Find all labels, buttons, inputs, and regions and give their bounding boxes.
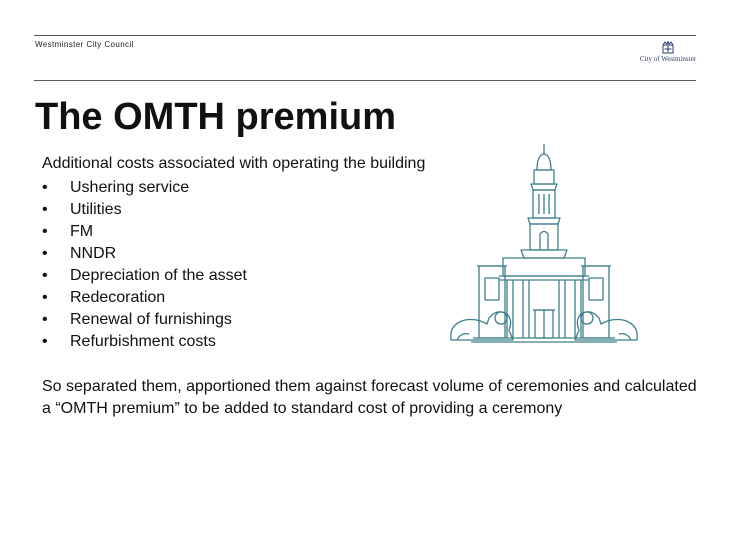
bullet-icon: • [42,201,48,218]
list-item [42,199,247,221]
list-item-label: Depreciation of the asset [70,267,247,284]
list-item [42,221,247,243]
list-item-label: FM [70,223,94,240]
council-logo [637,41,699,67]
header-top-rule [34,35,696,36]
marylebone-building-illustration [443,140,645,362]
bullet-icon: • [42,223,48,240]
page-title: The OMTH premium [35,96,397,138]
logo-text: City of Westminster [639,55,697,63]
organisation-name: Westminster City Council [35,40,134,49]
list-item [42,331,247,353]
header-bottom-rule [34,80,696,81]
bullet-icon: • [42,179,48,196]
list-item-label: Renewal of furnishings [70,311,232,328]
bullet-icon: • [42,333,48,350]
list-item [42,309,247,331]
list-item-label: Utilities [70,201,122,218]
conclusion-text: So separated them, apportioned them against forecast volume of ceremonies and calculated a “OMTH premium” to be added to standard cost of providing a ceremony [42,378,697,417]
crest-icon [661,41,675,54]
list-item-label: Ushering service [70,179,190,196]
list-item-label: Redecoration [70,289,166,306]
list-item-label: NNDR [70,245,117,262]
list-item [42,243,247,265]
cost-list [42,177,247,353]
intro-text: Additional costs associated with operating the building [42,155,426,172]
list-item [42,177,247,199]
list-item [42,287,247,309]
bullet-icon: • [42,267,48,284]
bullet-icon: • [42,311,48,328]
list-item-label: Refurbishment costs [70,333,216,350]
bullet-icon: • [42,245,48,262]
list-item [42,265,247,287]
bullet-icon: • [42,289,48,306]
